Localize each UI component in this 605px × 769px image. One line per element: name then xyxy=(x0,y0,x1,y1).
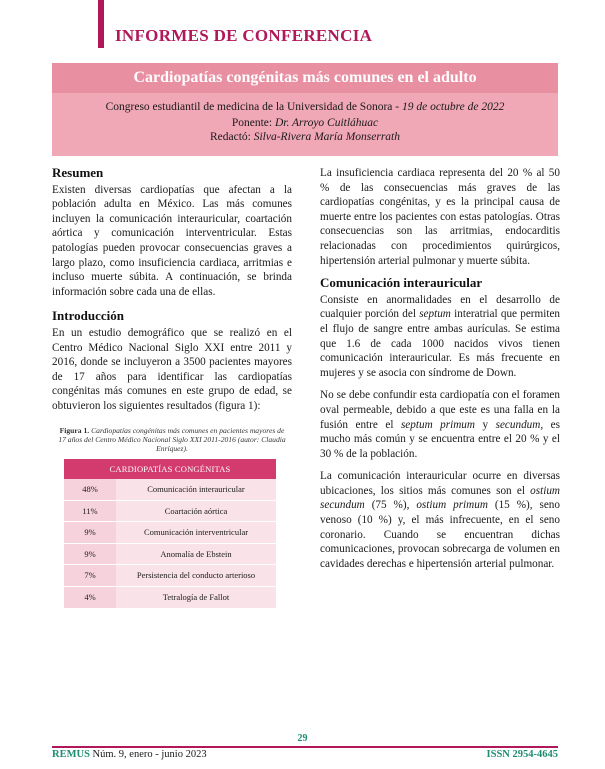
row-condition: Coartación aórtica xyxy=(116,500,276,522)
text-span: es mucho más común y se encuentra entre el 20 % y el 30 % de la población. xyxy=(320,418,560,460)
congress-line xyxy=(52,101,558,113)
left-column xyxy=(52,166,292,609)
introduccion-heading: Introducción xyxy=(52,308,124,324)
journal-issn: ISSN 2954-4645 xyxy=(486,749,558,760)
term-italic: ostium secundum xyxy=(320,484,560,512)
text-span: No se debe confundir esta cardiopatía con el foramen oval permeable, debido a que este es una falla en la fusión entre el xyxy=(320,389,560,431)
row-condition: Comunicación interauricular xyxy=(116,479,276,500)
term-italic: ostium primum xyxy=(416,499,488,512)
row-condition: Comunicación interventricular xyxy=(116,522,276,544)
article-banner xyxy=(52,63,558,156)
text-span: y xyxy=(474,418,496,431)
congress-name: Congreso estudiantil de medicina de la Universidad de Sonora - xyxy=(105,101,402,113)
term-italic: septum primum xyxy=(400,418,475,431)
table-row xyxy=(64,522,276,544)
writer-name: Silva-Rivera María Monserrath xyxy=(253,131,401,143)
footer-left xyxy=(52,749,207,760)
table-row xyxy=(64,565,276,587)
page-number: 29 xyxy=(297,733,308,744)
cia-definition-paragraph xyxy=(320,293,560,381)
row-percent: 48% xyxy=(64,479,116,500)
article-title: Cardiopatías congénitas más comunes en el adulto xyxy=(133,69,477,86)
table-row xyxy=(64,479,276,500)
table-row xyxy=(64,587,276,609)
right-column xyxy=(320,166,560,579)
writer-line xyxy=(52,131,558,143)
cia-heading: Comunicación interauricular xyxy=(320,275,483,291)
text-span: La comunicación interauricular ocurre en diversas ubicaciones, los sitios más comunes son el xyxy=(320,470,560,497)
text-span: Consiste en anormalidades en el desarrollo de cualquier porción del xyxy=(320,293,560,321)
table-header: CARDIOPATÍAS CONGÉNITAS xyxy=(64,459,276,480)
text-span: interatrial que permiten el flujo de sangre entre ambas aurículas. Se estima que 1.6 de cada 1000 nacidos vivos tienen comunicación interauricular. Es más frecuente en mujeres y se asocia con síndrome de Down. xyxy=(320,308,560,379)
table-row xyxy=(64,500,276,522)
footer-divider xyxy=(52,746,558,748)
speaker-label: Ponente: xyxy=(231,117,275,129)
text-span: (15 %), seno venoso (10 %) y, el más infrecuente, en el seno coronario. Cuando se encuentran dichas comunicaciones, provocan sobrecarga de volumen en cavidades derechas e hipertensión arterial pulmonar. xyxy=(320,499,560,570)
consequences-paragraph: La insuficiencia cardiaca representa del 20 % al 50 % de las consecuencias más graves de las cardiopatías congénitas, y es la principal causa de muerte entre los pacientes con estas patologías. Otras consecuencias son las arritmias, endocarditis relacionadas con procedimientos quirúrgicos, hipertensión arterial pulmonar y muerte súbita. xyxy=(320,167,560,267)
foramen-paragraph xyxy=(320,388,560,461)
journal-brand: REMUS xyxy=(52,749,90,760)
figure-caption-text: Cardiopatías congénitas más comunes en pacientes mayores de 17 años del Centro Médico Nacional Siglo XXI 2011-2016 (autor: Claudia Enríquez). xyxy=(58,425,286,453)
row-percent: 11% xyxy=(64,500,116,522)
row-condition: Anomalía de Ebstein xyxy=(116,543,276,565)
figure-label: Figura 1. xyxy=(59,425,90,435)
introduccion-text: En un estudio demográfico que se realizó en el Centro Médico Nacional Siglo XXI entre 2011 y 2016, donde se incluyeron a 3500 pacientes mayores de 17 años para identificar las cardiopatías congénitas más comunes en este grupo de edad, se obtuvieron los siguientes resultados (figura 1): xyxy=(52,326,292,412)
speaker-line xyxy=(52,117,558,129)
text-span: (75 %), xyxy=(364,499,417,512)
row-percent: 7% xyxy=(64,565,116,587)
table-row xyxy=(64,543,276,565)
section-accent-bar xyxy=(98,0,104,48)
resumen-heading: Resumen xyxy=(52,165,104,180)
speaker-name: Dr. Arroyo Cuitláhuac xyxy=(274,117,379,129)
row-condition: Tetralogía de Fallot xyxy=(116,587,276,609)
figure-table xyxy=(64,459,276,609)
writer-label: Redactó: xyxy=(209,131,254,143)
term-italic: septum xyxy=(419,308,451,321)
term-italic: secundum, xyxy=(495,418,544,431)
row-percent: 9% xyxy=(64,543,116,565)
row-percent: 4% xyxy=(64,587,116,609)
section-label: INFORMES DE CONFERENCIA xyxy=(115,26,373,45)
resumen-text: Existen diversas cardiopatías que afectan a la población adulta en México. Las más comunes incluyen la comunicación interauricular, coartación aórtica y comunicación interventricular. Estas patologías pueden provocar consecuencias graves a largo plazo, como insuficiencia cardiaca, arritmias e incluso muerte súbita. A continuación, se brinda información sobre cada una de ellas. xyxy=(52,183,292,298)
congress-date: 19 de octubre de 2022 xyxy=(401,101,505,113)
row-percent: 9% xyxy=(64,522,116,544)
locations-paragraph xyxy=(320,469,560,571)
journal-issue: Núm. 9, enero - junio 2023 xyxy=(92,749,207,760)
figure-caption xyxy=(58,426,286,453)
row-condition: Persistencia del conducto arterioso xyxy=(116,565,276,587)
